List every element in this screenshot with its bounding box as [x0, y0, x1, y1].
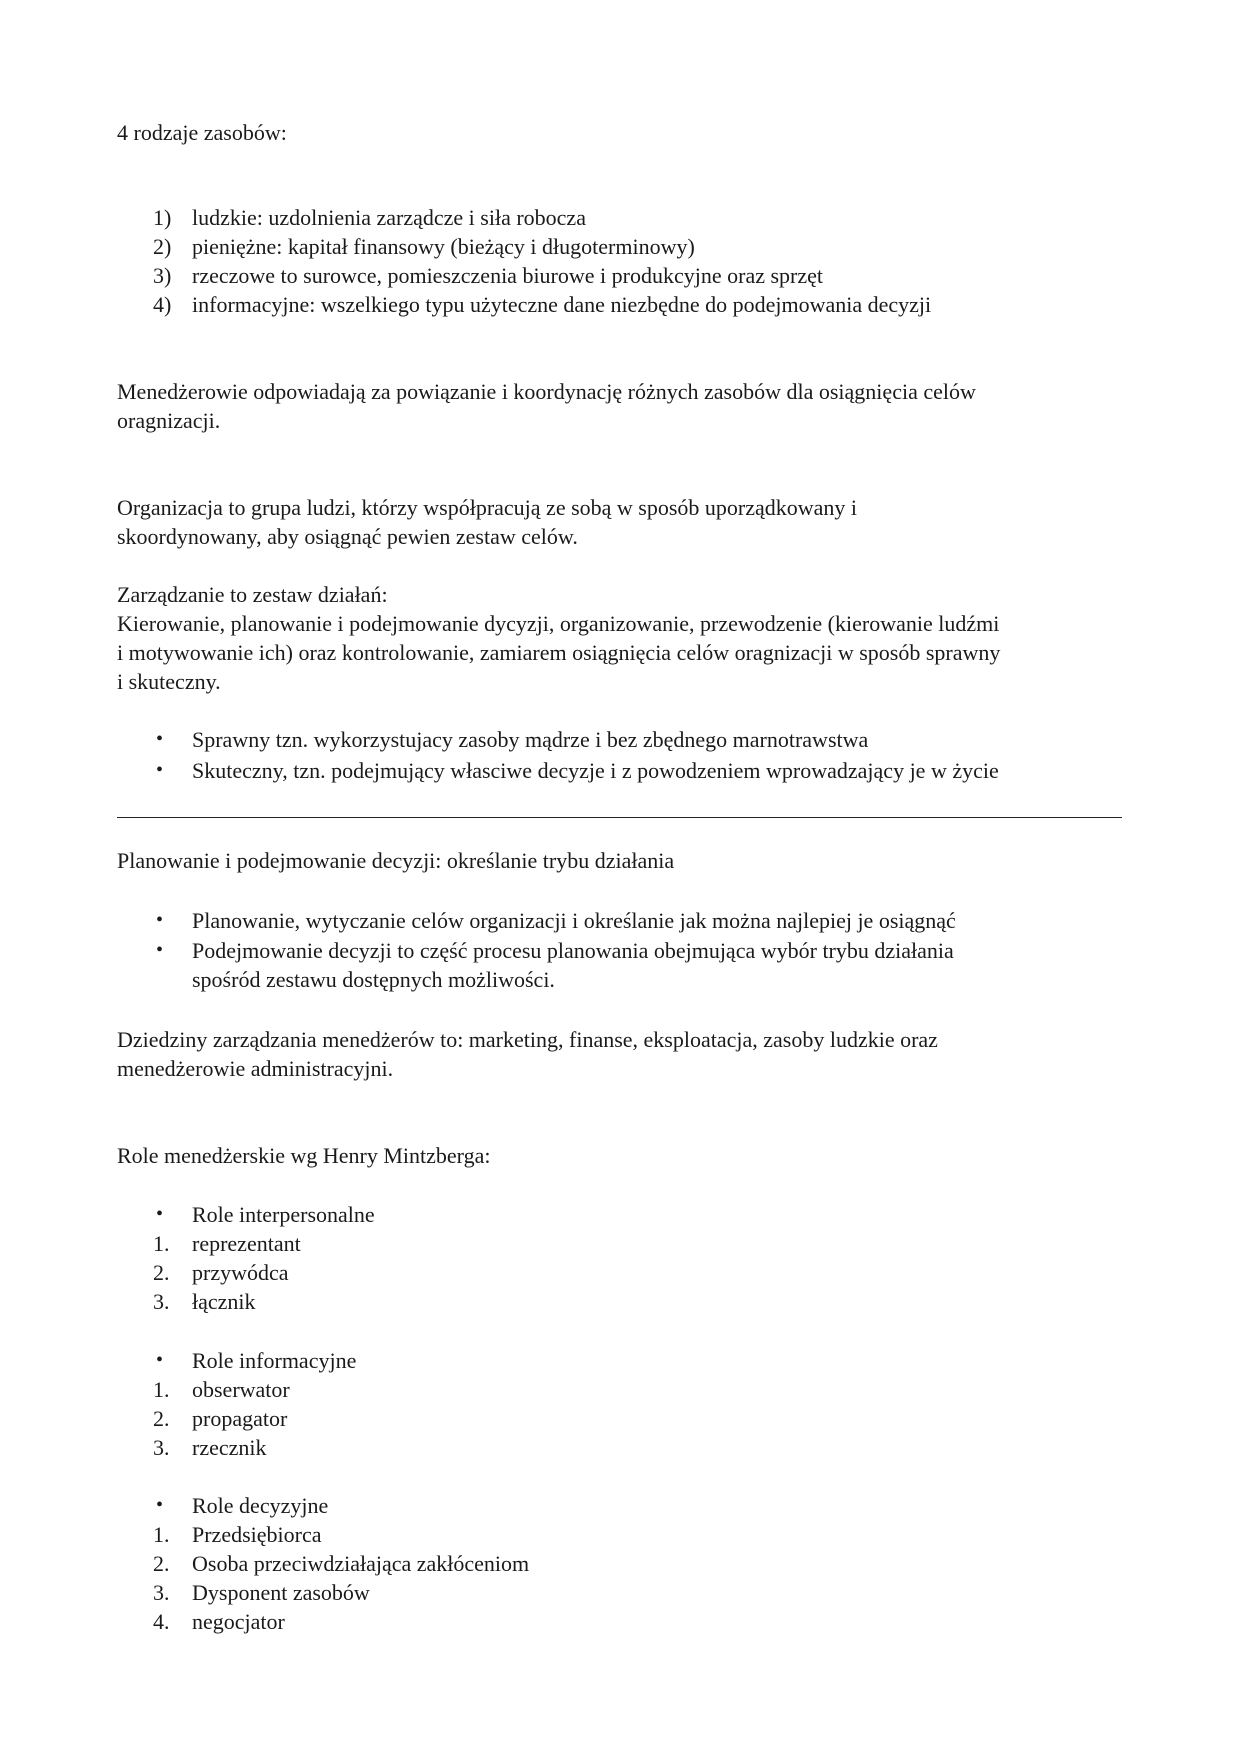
- bullet-marker: •: [156, 939, 164, 961]
- list-marker: 1.: [153, 1231, 170, 1256]
- list-item-text: Dysponent zasobów: [192, 1580, 370, 1605]
- list-item-text: pieniężne: kapitał finansowy (bieżący i długoterminowy): [192, 234, 695, 259]
- list-item-text: rzeczowe to surowce, pomieszczenia biurowe i produkcyjne oraz sprzęt: [192, 263, 823, 288]
- paragraph-line: i skuteczny.: [117, 669, 221, 694]
- list-marker: 4.: [153, 1609, 170, 1634]
- list-item-text: Osoba przeciwdziałająca zakłóceniom: [192, 1551, 530, 1576]
- list-marker: 1.: [153, 1377, 170, 1402]
- bullet-marker: •: [156, 728, 164, 750]
- bullet-marker: •: [156, 1494, 164, 1516]
- list-marker: 4): [153, 292, 172, 317]
- list-item-text: Planowanie, wytyczanie celów organizacji i określanie jak można najlepiej je osiągnąć: [192, 908, 956, 933]
- planning-heading: Planowanie i podejmowanie decyzji: określanie trybu działania: [117, 848, 675, 873]
- bullet-marker: •: [156, 759, 164, 781]
- list-marker: 1): [153, 205, 172, 230]
- paragraph-line: Dziedziny zarządzania menedżerów to: marketing, finanse, eksploatacja, zasoby ludzkie oraz: [117, 1027, 938, 1052]
- list-marker: 3.: [153, 1289, 170, 1314]
- list-item-text: spośród zestawu dostępnych możliwości.: [192, 967, 555, 992]
- list-item-text: Przedsiębiorca: [192, 1522, 322, 1547]
- list-marker: 3.: [153, 1435, 170, 1460]
- list-marker: 2.: [153, 1260, 170, 1285]
- list-marker: 2): [153, 234, 172, 259]
- list-item-text: informacyjne: wszelkiego typu użyteczne dane niezbędne do podejmowania decyzji: [192, 292, 932, 317]
- roles-group-title: Role decyzyjne: [192, 1493, 329, 1518]
- bullet-marker: •: [156, 909, 164, 931]
- paragraph-line: oragnizacji.: [117, 408, 221, 433]
- paragraph-line: skoordynowany, aby osiągnąć pewien zestaw celów.: [117, 524, 578, 549]
- list-item-text: propagator: [192, 1406, 288, 1431]
- list-item-text: Sprawny tzn. wykorzystujacy zasoby mądrze i bez zbędnego marnotrawstwa: [192, 727, 869, 752]
- list-item-text: przywódca: [192, 1260, 289, 1285]
- list-marker: 3.: [153, 1580, 170, 1605]
- list-item-text: negocjator: [192, 1609, 285, 1634]
- list-item-text: reprezentant: [192, 1231, 301, 1256]
- list-item-text: obserwator: [192, 1377, 290, 1402]
- roles-group-title: Role informacyjne: [192, 1348, 357, 1373]
- management-heading: Zarządzanie to zestaw działań:: [117, 582, 388, 607]
- roles-heading: Role menedżerskie wg Henry Mintzberga:: [117, 1143, 491, 1168]
- list-marker: 3): [153, 263, 172, 288]
- bullet-marker: •: [156, 1349, 164, 1371]
- list-item-text: rzecznik: [192, 1435, 267, 1460]
- horizontal-divider: [117, 817, 1122, 818]
- paragraph-line: menedżerowie administracyjni.: [117, 1056, 394, 1081]
- list-item-text: Skuteczny, tzn. podejmujący własciwe decyzje i z powodzeniem wprowadzający je w życie: [192, 758, 999, 783]
- paragraph-line: i motywowanie ich) oraz kontrolowanie, zamiarem osiągnięcia celów oragnizacji w sposób sprawny: [117, 640, 1001, 665]
- paragraph-line: Menedżerowie odpowiadają za powiązanie i koordynację różnych zasobów dla osiągnięcia celów: [117, 379, 976, 404]
- list-marker: 2.: [153, 1551, 170, 1576]
- resources-heading: 4 rodzaje zasobów:: [117, 120, 287, 145]
- list-item-text: Podejmowanie decyzji to część procesu planowania obejmująca wybór trybu działania: [192, 938, 954, 963]
- bullet-marker: •: [156, 1203, 164, 1225]
- list-marker: 2.: [153, 1406, 170, 1431]
- list-marker: 1.: [153, 1522, 170, 1547]
- roles-group-title: Role interpersonalne: [192, 1202, 375, 1227]
- paragraph-line: Organizacja to grupa ludzi, którzy współpracują ze sobą w sposób uporządkowany i: [117, 495, 858, 520]
- list-item-text: ludzkie: uzdolnienia zarządcze i siła robocza: [192, 205, 586, 230]
- list-item-text: łącznik: [192, 1289, 256, 1314]
- paragraph-line: Kierowanie, planowanie i podejmowanie dycyzji, organizowanie, przewodzenie (kierowanie ludźmi: [117, 611, 1000, 636]
